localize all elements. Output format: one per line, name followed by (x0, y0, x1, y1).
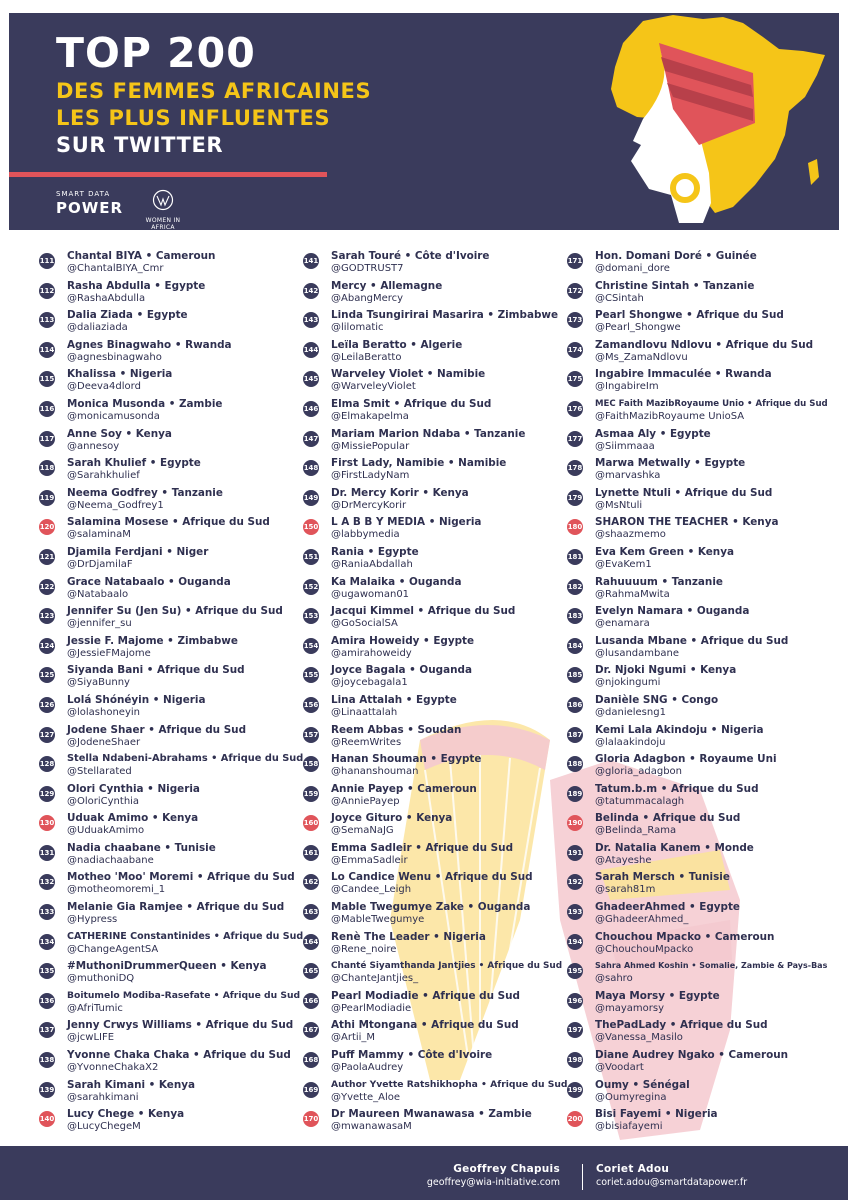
rank-badge: 184 (567, 638, 583, 654)
person-name: Emma Sadleir • Afrique du Sud (331, 841, 514, 854)
person-name: Joyce Bagala • Ouganda (331, 664, 472, 677)
twitter-handle[interactable]: @AbangMercy (331, 292, 404, 304)
rank-badge: 123 (39, 608, 55, 624)
twitter-handle[interactable]: @RahmaMwita (595, 588, 670, 600)
rank-badge: 137 (39, 1022, 55, 1038)
rank-badge: 169 (303, 1082, 319, 1098)
rank-badge: 138 (39, 1052, 55, 1068)
rank-badge: 180 (567, 519, 583, 535)
rank-badge: 152 (303, 579, 319, 595)
twitter-handle[interactable]: @domani_dore (595, 263, 670, 274)
rank-badge: 188 (567, 756, 583, 772)
twitter-handle[interactable]: @monicamusonda (67, 410, 160, 422)
person-name: Lusanda Mbane • Afrique du Sud (595, 634, 789, 647)
person-name: Tatum.b.m • Afrique du Sud (595, 782, 759, 795)
rank-badge: 187 (567, 727, 583, 743)
rank-badge: 139 (39, 1082, 55, 1098)
title-line-1: TOP 200 (56, 29, 256, 77)
rank-badge: 198 (567, 1052, 583, 1068)
person-name: Elma Smit • Afrique du Sud (331, 397, 492, 410)
rank-badge: 155 (303, 667, 319, 683)
person-name: Christine Sintah • Tanzanie (595, 279, 755, 292)
person-name: Monica Musonda • Zambie (67, 397, 223, 410)
person-name: Dr. Njoki Ngumi • Kenya (595, 664, 737, 677)
rank-badge: 135 (39, 963, 55, 979)
twitter-handle[interactable]: @DrDjamilaF (67, 558, 133, 570)
twitter-handle[interactable]: @UduakAmimo (67, 825, 145, 837)
twitter-handle[interactable]: @OloriCynthia (67, 795, 140, 807)
person-name: Pearl Shongwe • Afrique du Sud (595, 309, 784, 322)
twitter-handle[interactable]: @ugawoman01 (331, 588, 410, 600)
person-name: Lo Candice Wenu • Afrique du Sud (331, 871, 533, 884)
person-name: Hanan Shouman • Egypte (331, 753, 482, 766)
smart-data-power-logo (56, 191, 123, 216)
person-name: Renè The Leader • Nigeria (331, 930, 486, 943)
person-name: Sahra Ahmed Koshin • Somalie, Zambie & Pays-Bas (595, 961, 828, 971)
person-name: Amira Howeidy • Egypte (331, 634, 475, 647)
rank-badge: 173 (567, 312, 583, 328)
person-name: Neema Godfrey • Tanzanie (67, 486, 223, 499)
twitter-handle[interactable]: @EvaKem1 (595, 558, 652, 570)
footer (0, 1146, 848, 1200)
rank-badge: 195 (567, 963, 583, 979)
rank-badge: 178 (567, 460, 583, 476)
twitter-handle[interactable]: @EmmaSadleir (331, 854, 408, 866)
rank-badge: 167 (303, 1022, 319, 1038)
rank-badge: 132 (39, 874, 55, 890)
rank-badge: 115 (39, 371, 55, 387)
twitter-handle[interactable]: @muthoniDQ (67, 973, 135, 985)
rank-badge: 154 (303, 638, 319, 654)
person-name: Chantal BIYA • Cameroun (67, 250, 216, 262)
twitter-handle[interactable]: @mwanawasaM (331, 1121, 412, 1133)
twitter-handle[interactable]: @ReemWrites (331, 736, 402, 748)
rank-badge: 131 (39, 845, 55, 861)
person-name: Annie Payep • Cameroun (331, 782, 477, 795)
rank-badge: 157 (303, 727, 319, 743)
person-name: Rania • Egypte (331, 545, 419, 558)
twitter-handle[interactable]: @Elmakapelma (331, 410, 409, 422)
rank-badge: 136 (39, 993, 55, 1009)
rank-badge: 165 (303, 963, 319, 979)
twitter-handle[interactable]: @MissiePopular (331, 440, 410, 452)
twitter-handle[interactable]: @annesoy (67, 440, 120, 452)
twitter-handle[interactable]: @Atayeshe (595, 854, 652, 866)
twitter-handle[interactable]: @ChantalBIYA_Cmr (67, 263, 164, 274)
twitter-handle[interactable]: @PearlModiadie (331, 1002, 412, 1014)
twitter-handle[interactable]: @RaniaAbdallah (331, 558, 413, 570)
rank-badge: 159 (303, 786, 319, 802)
twitter-handle[interactable]: @GoSocialSA (331, 618, 398, 630)
person-name: Anne Soy • Kenya (67, 427, 172, 440)
rank-badge: 144 (303, 342, 319, 358)
rank-badge: 128 (39, 756, 55, 772)
twitter-handle[interactable]: @ChangeAgentSA (67, 943, 159, 955)
rank-badge: 192 (567, 874, 583, 890)
rank-badge: 134 (39, 934, 55, 950)
person-name: Jacqui Kimmel • Afrique du Sud (331, 605, 516, 618)
rank-badge: 199 (567, 1082, 583, 1098)
twitter-handle[interactable]: @Rene_noire (331, 943, 397, 955)
twitter-handle[interactable]: @JessieFMajome (67, 647, 151, 659)
twitter-handle[interactable]: @lusandambane (595, 647, 679, 659)
logo-big-text: POWER (56, 199, 124, 217)
rank-badge: 166 (303, 993, 319, 1009)
rank-badge: 174 (567, 342, 583, 358)
person-name: Athi Mtongana • Afrique du Sud (331, 1019, 519, 1032)
twitter-handle[interactable]: @njokingumi (595, 677, 661, 689)
rank-badge: 119 (39, 490, 55, 506)
twitter-handle[interactable]: @Linaattalah (331, 706, 398, 718)
twitter-handle[interactable]: @lalaakindoju (595, 736, 666, 748)
person-name: Nadia chaabane • Tunisie (67, 841, 216, 854)
person-name: Kemi Lala Akindoju • Nigeria (595, 723, 764, 736)
rank-badge: 193 (567, 904, 583, 920)
twitter-handle[interactable]: @LeilaBeratto (331, 351, 402, 363)
person-name: Melanie Gia Ramjee • Afrique du Sud (67, 901, 285, 914)
person-name: Jessie F. Majome • Zimbabwe (67, 634, 238, 647)
rank-badge: 179 (567, 490, 583, 506)
person-name: Reem Abbas • Soudan (331, 723, 462, 736)
rank-badge: 189 (567, 786, 583, 802)
rank-badge: 170 (303, 1111, 319, 1127)
twitter-handle[interactable]: @danielesng1 (595, 706, 666, 718)
rank-badge: 111 (39, 253, 55, 269)
rank-badge: 141 (303, 253, 319, 269)
rank-badge: 183 (567, 608, 583, 624)
person-name: Jenny Crwys Williams • Afrique du Sud (67, 1019, 294, 1032)
person-name: Marwa Metwally • Egypte (595, 457, 746, 470)
rank-badge: 143 (303, 312, 319, 328)
twitter-handle[interactable]: @sarahkimani (67, 1091, 139, 1103)
person-name: ThePadLady • Afrique du Sud (595, 1019, 768, 1032)
person-name: Stella Ndabeni-Abrahams • Afrique du Sud (67, 753, 304, 765)
rank-badge: 125 (39, 667, 55, 683)
rank-badge: 156 (303, 697, 319, 713)
person-name: Sarah Khulief • Egypte (67, 457, 201, 470)
person-name: Olori Cynthia • Nigeria (67, 782, 200, 795)
twitter-handle[interactable]: @jcwLIFE (67, 1032, 115, 1044)
twitter-handle[interactable]: @ChouchouMpacko (595, 943, 694, 955)
twitter-handle[interactable]: @AnniePayep (331, 795, 400, 807)
rank-badge: 160 (303, 815, 319, 831)
logo2-text: WOMEN IN AFRICA (145, 217, 181, 230)
wia-emblem-icon (152, 189, 174, 211)
rank-badge: 130 (39, 815, 55, 831)
twitter-handle[interactable]: @IngabireIm (595, 381, 659, 393)
twitter-handle[interactable]: @Voodart (595, 1062, 644, 1074)
person-name: Sarah Kimani • Kenya (67, 1078, 196, 1091)
rank-badge: 181 (567, 549, 583, 565)
person-name: Lolá Shónéyin • Nigeria (67, 693, 206, 706)
rank-badge: 121 (39, 549, 55, 565)
rank-badge: 194 (567, 934, 583, 950)
rank-badge: 126 (39, 697, 55, 713)
rank-badge: 200 (567, 1111, 583, 1127)
twitter-handle[interactable]: @FirstLadyNam (331, 470, 410, 482)
accent-bar (9, 172, 327, 177)
person-name: First Lady, Namibie • Namibie (331, 457, 507, 470)
rank-badge: 149 (303, 490, 319, 506)
twitter-handle[interactable]: @motheomoremi_1 (67, 884, 166, 896)
twitter-handle[interactable]: @Sarahkhulief (67, 470, 140, 482)
twitter-handle[interactable]: @agnesbinagwaho (67, 351, 162, 363)
header-banner (9, 13, 839, 230)
person-name: Hon. Domani Doré • Guinée (595, 250, 757, 262)
twitter-handle[interactable]: @hananshouman (331, 766, 419, 778)
person-name: Lucy Chege • Kenya (67, 1108, 185, 1121)
person-name: Belinda • Afrique du Sud (595, 812, 741, 825)
twitter-handle[interactable]: @SemaNaJG (331, 825, 394, 837)
rank-badge: 147 (303, 431, 319, 447)
twitter-handle[interactable]: @PaolaAudrey (331, 1062, 404, 1074)
twitter-handle[interactable]: @CSintah (595, 292, 644, 304)
twitter-handle[interactable]: @sahro (595, 973, 633, 985)
twitter-handle[interactable]: @Stellarated (67, 766, 132, 778)
contact1-name: Geoffrey Chapuis (453, 1163, 560, 1175)
twitter-handle[interactable]: @mayamorsy (595, 1002, 665, 1014)
rank-badge: 162 (303, 874, 319, 890)
rank-badge: 129 (39, 786, 55, 802)
twitter-handle[interactable]: @lilomatic (331, 322, 384, 334)
rank-badge: 175 (567, 371, 583, 387)
person-name: Lynette Ntuli • Afrique du Sud (595, 486, 773, 499)
person-name: Leïla Beratto • Algerie (331, 338, 463, 351)
twitter-handle[interactable]: @GODTRUST7 (331, 263, 404, 274)
rank-badge: 176 (567, 401, 583, 417)
person-name: Siyanda Bani • Afrique du Sud (67, 664, 245, 677)
rank-badge: 116 (39, 401, 55, 417)
person-name: Maya Morsy • Egypte (595, 989, 720, 1002)
person-name: Mable Twegumye Zake • Ouganda (331, 901, 531, 914)
person-name: Uduak Amimo • Kenya (67, 812, 199, 825)
person-name: Mercy • Allemagne (331, 279, 443, 292)
twitter-handle[interactable]: @Neema_Godfrey1 (67, 499, 164, 511)
person-name: Rasha Abdulla • Egypte (67, 279, 206, 292)
person-name: Warveley Violet • Namibie (331, 368, 486, 381)
twitter-handle[interactable]: @Candee_Leigh (331, 884, 412, 896)
rank-badge: 120 (39, 519, 55, 535)
twitter-handle[interactable]: @labbymedia (331, 529, 400, 541)
rank-badge: 177 (567, 431, 583, 447)
africa-woman-illustration (603, 13, 839, 230)
twitter-handle[interactable]: @GhadeerAhmed_ (595, 914, 689, 926)
twitter-handle[interactable]: @MableTwegumye (331, 914, 425, 926)
rank-badge: 163 (303, 904, 319, 920)
person-name: Dr Maureen Mwanawasa • Zambie (331, 1108, 532, 1121)
twitter-handle[interactable]: @JodeneShaer (67, 736, 141, 748)
rank-badge: 168 (303, 1052, 319, 1068)
rank-badge: 172 (567, 283, 583, 299)
rank-badge: 197 (567, 1022, 583, 1038)
person-name: Jodene Shaer • Afrique du Sud (67, 723, 247, 736)
rank-badge: 124 (39, 638, 55, 654)
person-name: Lina Attalah • Egypte (331, 693, 457, 706)
rank-badge: 133 (39, 904, 55, 920)
person-name: Pearl Modiadie • Afrique du Sud (331, 989, 520, 1002)
person-name: GhadeerAhmed • Egypte (595, 901, 740, 914)
twitter-handle[interactable]: @Natabaalo (67, 588, 129, 600)
twitter-handle[interactable]: @lolashoneyin (67, 706, 140, 718)
person-name: Rahuuuum • Tanzanie (595, 575, 723, 588)
twitter-handle[interactable]: @RashaAbdulla (67, 292, 146, 304)
rank-badge: 114 (39, 342, 55, 358)
twitter-handle[interactable]: @bisiafayemi (595, 1121, 663, 1133)
twitter-handle[interactable]: @Belinda_Rama (595, 825, 677, 837)
twitter-handle[interactable]: @sarah81m (595, 884, 656, 896)
rank-badge: 182 (567, 579, 583, 595)
twitter-handle[interactable]: @WarveleyViolet (331, 381, 416, 393)
person-name: Asmaa Aly • Egypte (595, 427, 711, 440)
twitter-handle[interactable]: @shaazmemo (595, 529, 666, 541)
person-name: Sarah Touré • Côte d'Ivoire (331, 250, 490, 262)
person-name: #MuthoniDrummerQueen • Kenya (67, 960, 267, 973)
rank-badge: 196 (567, 993, 583, 1009)
person-name: Chouchou Mpacko • Cameroun (595, 930, 775, 943)
rank-badge: 186 (567, 697, 583, 713)
rank-badge: 148 (303, 460, 319, 476)
person-name: Dr. Mercy Korir • Kenya (331, 486, 469, 499)
person-name: Oumy • Sénégal (595, 1078, 690, 1091)
logo-small-text: SMART DATA (56, 190, 111, 198)
rank-badge: 158 (303, 756, 319, 772)
person-name: Joyce Gituro • Kenya (331, 812, 453, 825)
footer-divider (582, 1164, 583, 1190)
person-name: Diane Audrey Ngako • Cameroun (595, 1049, 789, 1062)
twitter-handle[interactable]: @salaminaM (67, 529, 131, 541)
twitter-handle[interactable]: @Siimmaaa (595, 440, 655, 452)
person-name: Salamina Mosese • Afrique du Sud (67, 516, 270, 529)
twitter-handle[interactable]: @AfriTumic (67, 1002, 123, 1014)
twitter-handle[interactable]: @YvonneChakaX2 (67, 1062, 159, 1074)
rank-badge: 140 (39, 1111, 55, 1127)
twitter-handle[interactable]: @MsNtuli (595, 499, 643, 511)
twitter-handle[interactable]: @amirahoweidy (331, 647, 412, 659)
person-name: Ka Malaika • Ouganda (331, 575, 462, 588)
person-name: Eva Kem Green • Kenya (595, 545, 734, 558)
rank-badge: 118 (39, 460, 55, 476)
twitter-handle[interactable]: @FaithMazibRoyaume UnioSA (595, 410, 745, 422)
rank-badge: 161 (303, 845, 319, 861)
rank-badge: 127 (39, 727, 55, 743)
contact1-email[interactable]: geoffrey@wia-initiative.com (426, 1177, 560, 1188)
person-name: Sarah Mersch • Tunisie (595, 871, 730, 884)
twitter-handle[interactable]: @gloria_adagbon (595, 766, 683, 778)
title-line-3: LES PLUS INFLUENTES (56, 106, 331, 130)
twitter-handle[interactable]: @jennifer_su (67, 618, 132, 630)
person-name: Gloria Adagbon • Royaume Uni (595, 753, 777, 766)
rank-badge: 117 (39, 431, 55, 447)
twitter-handle[interactable]: @DrMercyKorir (331, 499, 407, 511)
rank-badge: 146 (303, 401, 319, 417)
twitter-handle[interactable]: @daliaziada (67, 322, 128, 334)
rank-badge: 164 (303, 934, 319, 950)
rank-badge: 145 (303, 371, 319, 387)
twitter-handle[interactable]: @Hypress (67, 914, 118, 926)
twitter-handle[interactable]: @SiyaBunny (67, 677, 130, 689)
person-name: Yvonne Chaka Chaka • Afrique du Sud (67, 1049, 291, 1062)
twitter-handle[interactable]: @Oumyregina (595, 1091, 667, 1103)
contact2-name: Coriet Adou (596, 1163, 670, 1175)
person-name: L A B B Y MEDIA • Nigeria (331, 516, 482, 529)
women-in-africa-logo (133, 189, 193, 230)
rank-badge: 142 (303, 283, 319, 299)
person-name: Chanté Siyamthanda Jantjies • Afrique du Sud (331, 961, 563, 972)
rank-badge: 151 (303, 549, 319, 565)
rank-badge: 113 (39, 312, 55, 328)
twitter-handle[interactable]: @enamara (595, 618, 650, 630)
person-name: Danièle SNG • Congo (595, 693, 719, 706)
twitter-handle[interactable]: @ChanteJantjies_ (331, 973, 419, 985)
twitter-handle[interactable]: @Deeva4dlord (67, 381, 141, 393)
rank-badge: 190 (567, 815, 583, 831)
title-line-4: SUR TWITTER (56, 133, 224, 157)
person-name: Grace Natabaalo • Ouganda (67, 575, 231, 588)
person-name: Zamandlovu Ndlovu • Afrique du Sud (595, 338, 814, 351)
twitter-handle[interactable]: @tatummacalagh (595, 795, 685, 807)
twitter-handle[interactable]: @Artii_M (331, 1032, 376, 1044)
rank-badge: 150 (303, 519, 319, 535)
twitter-handle[interactable]: @marvashka (595, 470, 661, 482)
rank-badge: 122 (39, 579, 55, 595)
rank-badge: 153 (303, 608, 319, 624)
person-name: CATHERINE Constantinides • Afrique du Sud (67, 930, 304, 942)
person-name: Motheo 'Moo' Moremi • Afrique du Sud (67, 871, 295, 884)
person-name: Linda Tsungirirai Masarira • Zimbabwe (331, 309, 559, 322)
person-name: Khalissa • Nigeria (67, 368, 173, 381)
twitter-handle[interactable]: @Pearl_Shongwe (595, 322, 681, 334)
rank-badge: 185 (567, 667, 583, 683)
person-name: Ingabire Immaculée • Rwanda (595, 368, 772, 381)
rank-badge: 171 (567, 253, 583, 269)
person-name: Evelyn Namara • Ouganda (595, 605, 750, 618)
twitter-handle[interactable]: @joycebagala1 (331, 677, 408, 689)
person-name: MEC Faith MazibRoyaume Unio • Afrique du Sud (595, 398, 828, 409)
person-name: Dalia Ziada • Egypte (67, 309, 188, 322)
person-name: SHARON THE TEACHER • Kenya (595, 516, 779, 529)
twitter-handle[interactable]: @LucyChegeM (67, 1121, 141, 1133)
contact2-email[interactable]: coriet.adou@smartdatapower.fr (596, 1177, 748, 1188)
person-name: Jennifer Su (Jen Su) • Afrique du Sud (67, 605, 283, 618)
person-name: Mariam Marion Ndaba • Tanzanie (331, 427, 526, 440)
person-name: Djamila Ferdjani • Niger (67, 545, 209, 558)
title-line-2: DES FEMMES AFRICAINES (56, 79, 372, 103)
person-name: Puff Mammy • Côte d'Ivoire (331, 1049, 493, 1062)
person-name: Author Yvette Ratshikhopha • Afrique du Sud (331, 1078, 568, 1090)
twitter-handle[interactable]: @Vanessa_Masilo (595, 1032, 683, 1044)
person-name: Agnes Binagwaho • Rwanda (67, 338, 232, 351)
rank-badge: 112 (39, 283, 55, 299)
twitter-handle[interactable]: @Yvette_Aloe (331, 1091, 401, 1103)
person-name: Boitumelo Modiba-Rasefate • Afrique du Sud (67, 989, 301, 1001)
twitter-handle[interactable]: @Ms_ZamaNdlovu (595, 351, 688, 363)
twitter-handle[interactable]: @nadiachaabane (67, 854, 154, 866)
person-name: Dr. Natalia Kanem • Monde (595, 841, 754, 854)
person-name: Bisi Fayemi • Nigeria (595, 1108, 718, 1121)
rank-badge: 191 (567, 845, 583, 861)
